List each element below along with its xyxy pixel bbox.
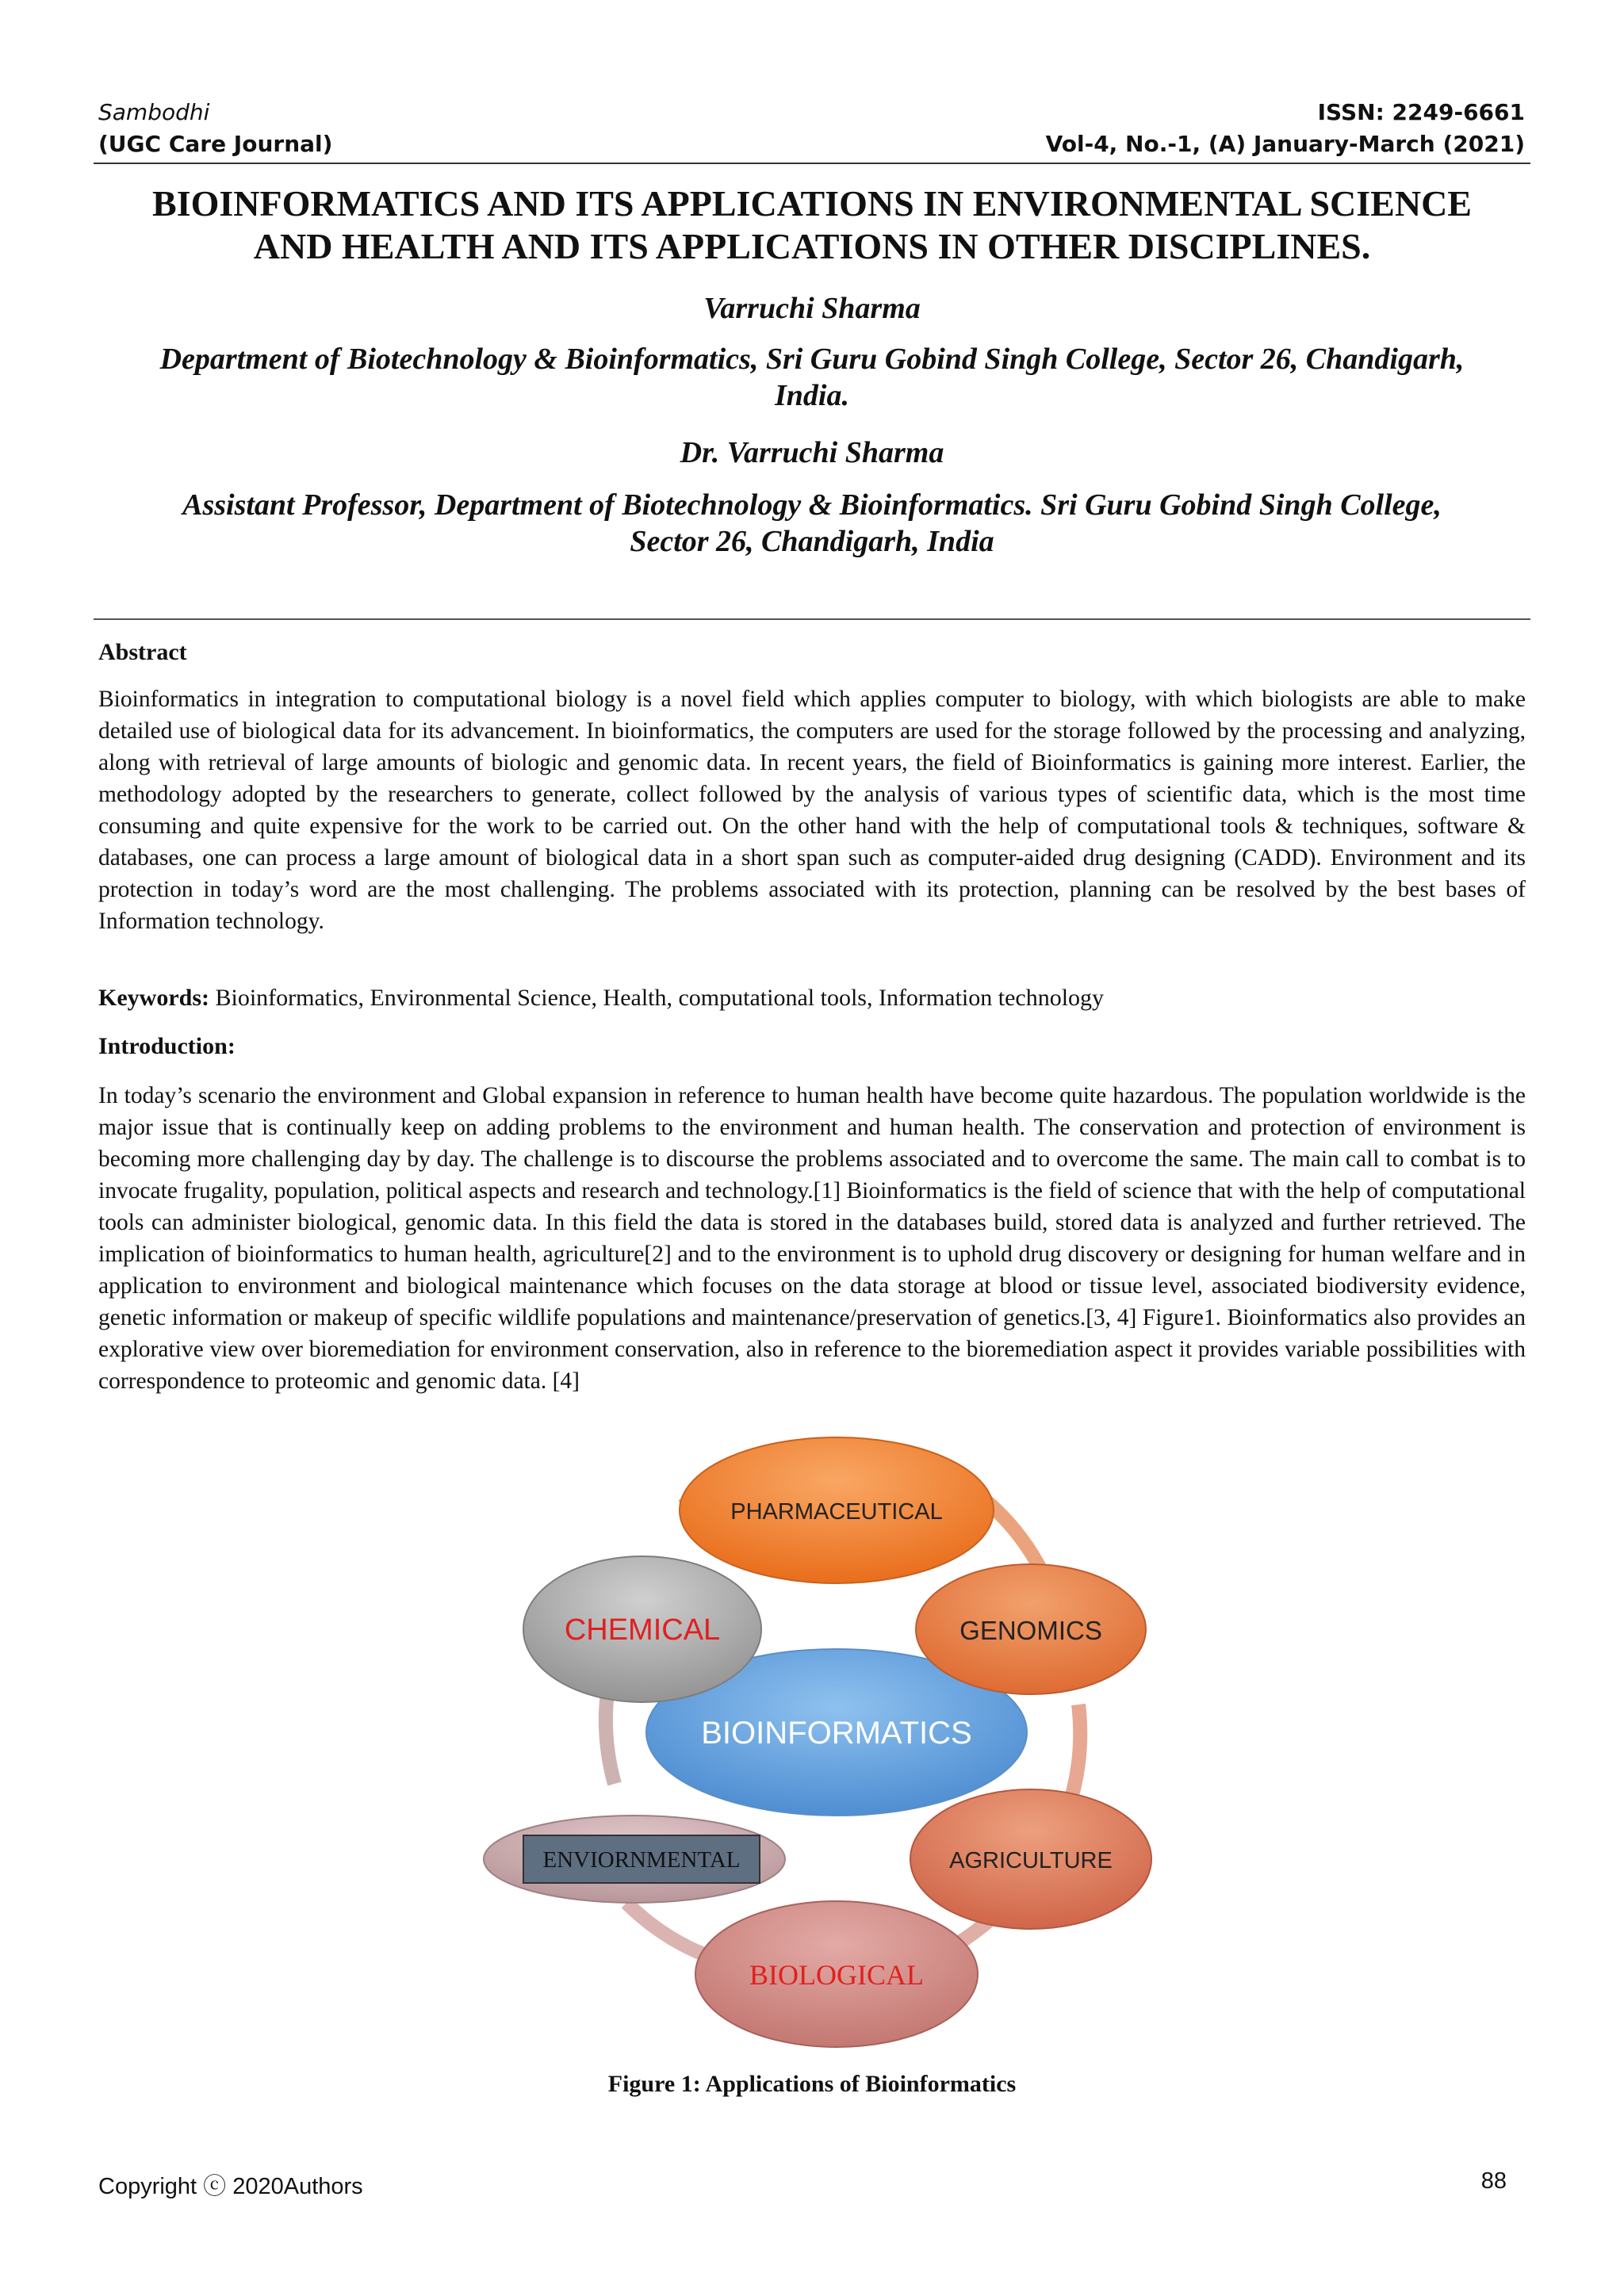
keywords-text: Bioinformatics, Environmental Science, Health, computational tools, Information technology: [209, 985, 1105, 1011]
affiliation-1: [95, 341, 1529, 414]
ring-arc-bio-env: [626, 1903, 714, 1958]
title-line-1: BIOINFORMATICS AND ITS APPLICATIONS IN ENVIRONMENTAL SCIENCE: [152, 183, 1472, 224]
node-genomics-label: GENOMICS: [959, 1616, 1102, 1645]
node-pharmaceutical: [680, 1437, 994, 1583]
node-chemical: [523, 1556, 761, 1702]
journal-name: Sambodhi: [98, 99, 210, 125]
applications-diagram: [476, 1435, 1174, 2053]
footer-copyright: Copyright ⓒ 2020Authors: [98, 2174, 363, 2199]
running-header: [98, 99, 1525, 163]
affiliation-2: [95, 487, 1529, 560]
keywords: [98, 985, 1526, 1012]
introduction-heading: Introduction:: [98, 1033, 236, 1059]
affiliation-1-line-1: Department of Biotechnology & Bioinformatics, Sri Guru Gobind Singh College, Sector 26, Chandigarh,: [159, 342, 1465, 376]
node-environmental-label: ENVIORNMENTAL: [542, 1847, 741, 1873]
abstract-text: Bioinformatics in integration to computational biology is a novel field which applies computer to biology, with which biologists are able to make detailed use of biological data for its advancement. In bioinformatics, the computers are used for the storage followed by the processing and analyzing, along with retrieval of large amounts of biologic and genomic data. In recent years, the field of Bioinformatics is gaining more interest. Earlier, the methodology adopted by the researchers to generate, collect followed by the analysis of various types of scientific data, which is the most time consuming and quite expensive for the work to be carried out. On the other hand with the help of computational tools & techniques, software & databases, one can process a large amount of biological data in a short span such as computer-aided drug designing (CADD). Environment and its protection in today’s word are the most challenging. The problems associated with its protection, planning can be resolved by the best bases of Information technology.: [98, 687, 1526, 934]
page-number: 88: [1480, 2168, 1507, 2194]
figure-caption: Figure 1: Applications of Bioinformatics: [607, 2071, 1017, 2097]
affiliation-2-line-1: Assistant Professor, Department of Biotechnology & Bioinformatics. Sri Guru Gobind Singh College,: [182, 488, 1442, 522]
node-chemical-label: CHEMICAL: [564, 1613, 721, 1647]
paper-title: [95, 182, 1529, 268]
affiliation-2-line-2: Sector 26, Chandigarh, India: [630, 525, 994, 558]
affiliation-1-line-2: India.: [775, 379, 849, 412]
node-agriculture-label: AGRICULTURE: [949, 1848, 1113, 1873]
author-2: Dr. Varruchi Sharma: [680, 436, 944, 469]
abstract-heading: Abstract: [98, 639, 187, 665]
ugc-label: (UGC Care Journal): [98, 131, 333, 157]
node-agriculture: [910, 1789, 1151, 1929]
introduction-text: In today’s scenario the environment and Global expansion in reference to human health have become quite hazardous. The population worldwide is the major issue that is continually keep on adding problems to the environment and human health. The conservation and protection of environment is becoming more challenging day by day. The challenge is to discourse the problems associated and to overcome the same. The main call to combat is to invocate frugality, population, political aspects and research and technology.[1] Bioinformatics is the field of science that with the help of computational tools can administer biological, genomic data. In this field the data is stored in the databases build, stored data is analyzed and further retrieved. The implication of bioinformatics to human health, agriculture[2] and to the environment is to uphold drug discovery or designing for human welfare and in application to environment and biological maintenance which focuses on the data storage at blood or tissue level, associated biodiversity evidence, genetic information or makeup of specific wildlife populations and maintenance/preservation of genetics.[3, 4] Figure1. Bioinformatics also provides an explorative view over bioremediation for environment conservation, also in reference to the bioremediation aspect it provides variable possibilities with correspondence to proteomic and genomic data. [4]: [98, 1083, 1526, 1394]
node-bioinformatics-label: BIOINFORMATICS: [701, 1716, 972, 1751]
issn: ISSN: 2249-6661: [1317, 99, 1525, 125]
node-genomics: [916, 1564, 1146, 1694]
node-environmental: [484, 1816, 785, 1903]
node-biological: [695, 1901, 978, 2047]
node-pharmaceutical-label: PHARMACEUTICAL: [730, 1499, 943, 1525]
title-divider: [94, 618, 1530, 620]
volume-info: Vol-4, No.-1, (A) January-March (2021): [1045, 131, 1525, 157]
node-biological-label: BIOLOGICAL: [749, 1959, 924, 1991]
title-line-2: AND HEALTH AND ITS APPLICATIONS IN OTHER DISCIPLINES.: [253, 226, 1371, 266]
keywords-label: Keywords:: [98, 985, 209, 1011]
header-divider: [94, 163, 1530, 164]
author-1: Varruchi Sharma: [703, 292, 921, 325]
